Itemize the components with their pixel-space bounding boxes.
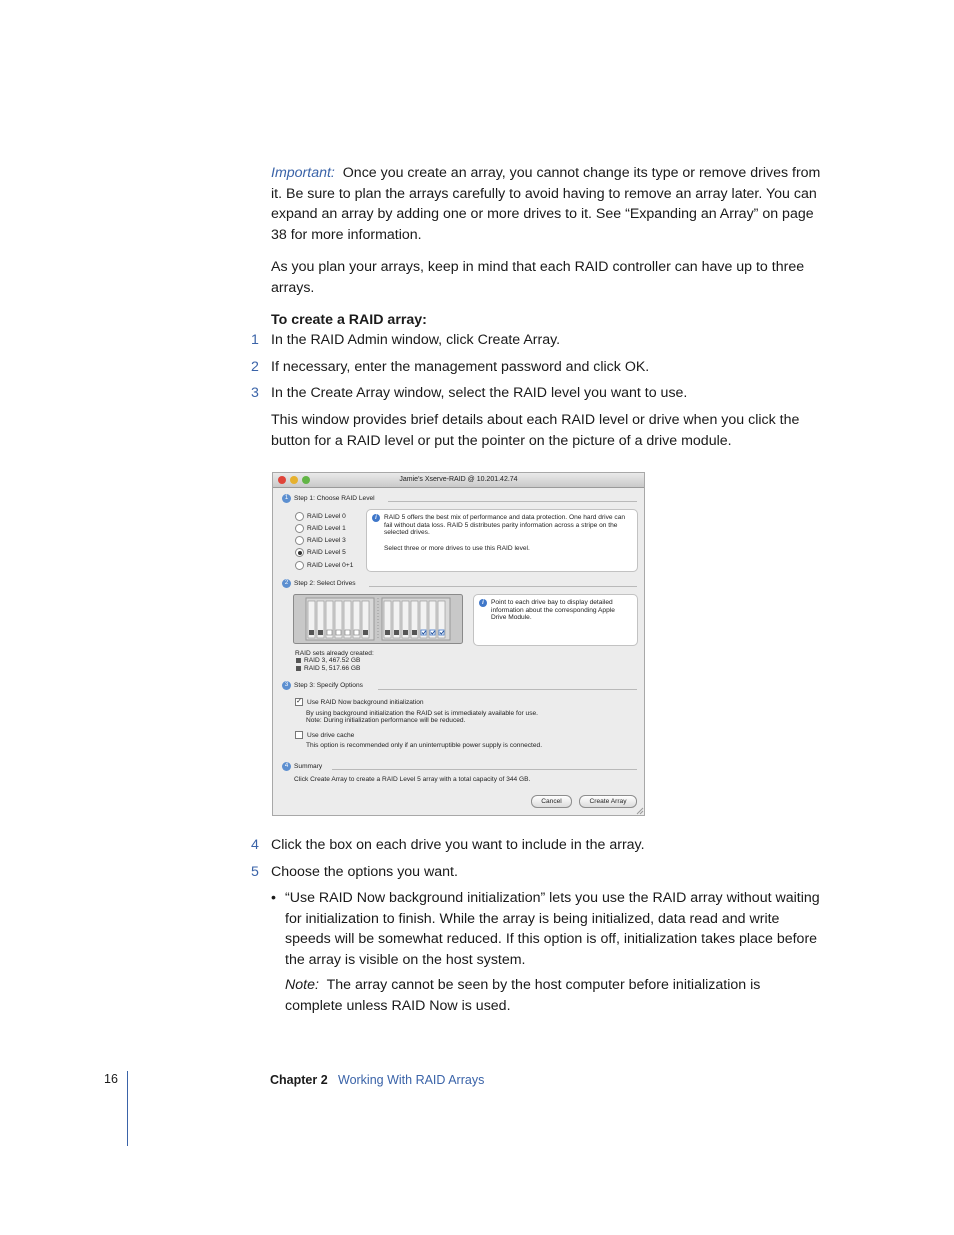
raid-level-01-radio[interactable] xyxy=(295,561,304,570)
step-2-number: 2 xyxy=(251,359,259,375)
info-icon: i xyxy=(372,514,380,522)
bullet-mark: • xyxy=(271,890,276,906)
drive-cache-label: Use drive cache xyxy=(307,732,355,739)
summary-text: Click Create Array to create a RAID Level 5 array with a total capacity of 344 GB. xyxy=(294,776,531,783)
raid-level-5-radio[interactable] xyxy=(295,548,304,557)
info-icon: i xyxy=(479,599,487,607)
raid-now-label: Use RAID Now background initialization xyxy=(307,699,424,706)
summary-label: Summary xyxy=(294,763,323,770)
raid-level-3-label: RAID Level 3 xyxy=(307,537,346,544)
step1-label: Step 1: Choose RAID Level xyxy=(294,495,375,502)
raid-now-checkbox[interactable]: ✓ xyxy=(296,698,302,705)
create-array-window xyxy=(272,472,645,816)
divider xyxy=(332,769,637,770)
raid-now-note: Note: During initialization performance will be reduced. xyxy=(306,717,466,724)
raid-level-3-radio[interactable] xyxy=(295,536,304,545)
drive-info-box xyxy=(473,594,638,646)
raid-now-desc: By using background initialization the RAID set is immediately available for use. xyxy=(306,710,538,717)
cancel-button[interactable]: Cancel xyxy=(531,795,572,808)
title-bar[interactable] xyxy=(273,473,644,488)
step-5-text: Choose the options you want. xyxy=(271,864,458,880)
step-2-text: If necessary, enter the management password and click OK. xyxy=(271,359,650,375)
step-1-text: In the RAID Admin window, click Create Array. xyxy=(271,332,561,348)
step-4-number: 4 xyxy=(251,837,259,853)
divider xyxy=(388,501,637,502)
important-paragraph xyxy=(271,163,827,245)
raid-level-0-label: RAID Level 0 xyxy=(307,513,346,520)
drive-cache-checkbox[interactable] xyxy=(295,731,303,739)
step3-number-icon: 3 xyxy=(282,681,291,690)
note-label: Note: xyxy=(285,977,319,993)
raid-set-swatch xyxy=(296,658,301,663)
window-description: This window provides brief details about each RAID level or drive when you click the button for a RAID level or put the pointer on the picture of a drive module. xyxy=(271,412,800,449)
divider xyxy=(378,689,637,690)
drive-bay-diagram[interactable] xyxy=(293,594,463,644)
raid-level-1-radio[interactable] xyxy=(295,524,304,533)
chapter-title: Working With RAID Arrays xyxy=(338,1073,485,1087)
step-3-text: In the Create Array window, select the RAID level you want to use. xyxy=(271,385,688,401)
raid-level-info-box xyxy=(366,509,638,572)
resize-grip-icon[interactable] xyxy=(636,807,644,815)
raid-level-01-label: RAID Level 0+1 xyxy=(307,562,354,569)
step-5-number: 5 xyxy=(251,864,259,880)
footer-divider xyxy=(127,1071,128,1146)
step3-label: Step 3: Specify Options xyxy=(294,682,363,689)
raid-level-0-radio[interactable] xyxy=(295,512,304,521)
step2-label: Step 2: Select Drives xyxy=(294,580,356,587)
drive-cache-desc: This option is recommended only if an uninterruptible power supply is connected. xyxy=(306,742,543,749)
raid-set-2: RAID 5, 517.66 GB xyxy=(304,665,361,672)
page-number: 16 xyxy=(104,1072,118,1086)
important-text: Once you create an array, you cannot change its type or remove drives from it. Be sure to plan the arrays carefully to avoid having to remove an array later. You can expand an array by adding one or more drives to it. See “Expanding an Array” on page 38 for more information. xyxy=(271,165,821,243)
plan-paragraph: As you plan your arrays, keep in mind that each RAID controller can have up to three arrays. xyxy=(271,259,805,296)
procedure-heading: To create a RAID array: xyxy=(271,312,427,328)
raid-sets-label: RAID sets already created: xyxy=(295,650,374,657)
summary-number-icon: 4 xyxy=(282,762,291,771)
raid-level-hint: Select three or more drives to use this RAID level. xyxy=(384,545,530,552)
drive-info-text: Point to each drive bay to display detailed information about the corresponding Apple Drive Module. xyxy=(491,599,615,622)
note-text: The array cannot be seen by the host computer before initialization is complete unless RAID Now is used. xyxy=(285,977,761,1014)
bullet-text: “Use RAID Now background initialization” lets you use the RAID array without waiting for initialization to finish. While the array is being initialized, data read and write speeds will be somewhat reduced. If this option is off, initialization takes place before the array is visible on the host system. xyxy=(285,890,820,968)
step1-number-icon: 1 xyxy=(282,494,291,503)
step2-number-icon: 2 xyxy=(282,579,291,588)
raid-level-1-label: RAID Level 1 xyxy=(307,525,346,532)
step-1-number: 1 xyxy=(251,332,259,348)
step-3-number: 3 xyxy=(251,385,259,401)
raid-set-swatch xyxy=(296,666,301,671)
raid-set-1: RAID 3, 467.52 GB xyxy=(304,657,361,664)
raid-level-5-label: RAID Level 5 xyxy=(307,549,346,556)
create-array-button[interactable]: Create Array xyxy=(579,795,637,808)
raid-level-info-text: RAID 5 offers the best mix of performance and data protection. One hard drive can fail without data loss. RAID 5 distributes parity information across a stripe on the selected drives. xyxy=(384,514,626,537)
window-title: Jamie's Xserve-RAID @ 10.201.42.74 xyxy=(399,476,518,483)
divider xyxy=(369,586,637,587)
chapter-label: Chapter 2 xyxy=(270,1073,328,1087)
note-paragraph xyxy=(285,975,805,1016)
step-4-text: Click the box on each drive you want to include in the array. xyxy=(271,837,645,853)
important-label: Important: xyxy=(271,165,335,181)
